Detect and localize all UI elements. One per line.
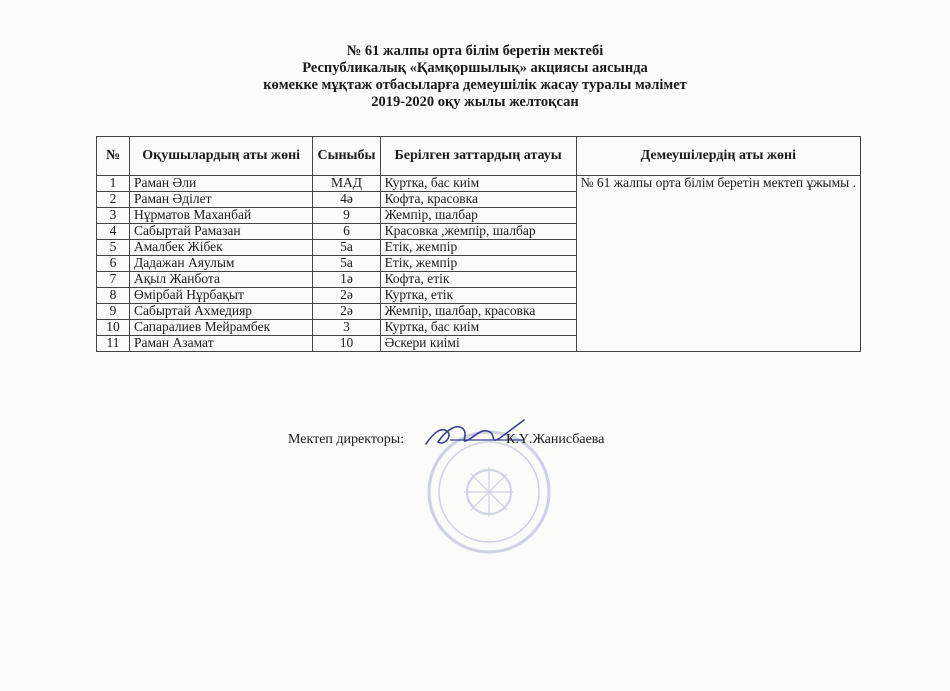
row-number: 3 <box>97 208 130 224</box>
column-header-student-name: Оқушылардың аты жөні <box>129 137 312 176</box>
given-items: Кофта, етік <box>380 272 576 288</box>
title-line-school: № 61 жалпы орта білім беретін мектебі <box>346 43 604 59</box>
table-row <box>97 176 861 192</box>
student-class: МАД <box>313 176 380 192</box>
student-class: 3 <box>313 320 380 336</box>
row-number: 2 <box>97 192 130 208</box>
student-class: 1ә <box>313 272 380 288</box>
given-items: Кофта, красовка <box>380 192 576 208</box>
student-class: 2ә <box>313 304 380 320</box>
student-class: 5а <box>313 256 380 272</box>
signature-line <box>288 432 605 448</box>
student-name: Раман Әділет <box>129 192 312 208</box>
given-items: Куртка, бас киім <box>380 320 576 336</box>
given-items: Жемпір, шалбар, красовка <box>380 304 576 320</box>
student-class: 5а <box>313 240 380 256</box>
sponsor-cell: № 61 жалпы орта білім беретін мектеп ұжымы . <box>576 176 860 352</box>
student-class: 9 <box>313 208 380 224</box>
director-name: К.Ү.Жанисбаева <box>506 432 605 447</box>
table-header-row <box>97 137 861 176</box>
student-name: Өмірбай Нұрбақыт <box>129 288 312 304</box>
student-name: Сапаралиев Мейрамбек <box>129 320 312 336</box>
student-name: Сабыртай Рамазан <box>129 224 312 240</box>
student-name: Ақыл Жанбота <box>129 272 312 288</box>
given-items: Куртка, етік <box>380 288 576 304</box>
column-header-sponsor: Демеушілердің аты жөні <box>576 137 860 176</box>
student-name: Дадажан Аяулым <box>129 256 312 272</box>
student-name: Сабыртай Ахмедияр <box>129 304 312 320</box>
row-number: 10 <box>97 320 130 336</box>
row-number: 1 <box>97 176 130 192</box>
student-name: Раман Азамат <box>129 336 312 352</box>
student-class: 2ә <box>313 288 380 304</box>
student-class: 10 <box>313 336 380 352</box>
given-items: Етік, жемпір <box>380 256 576 272</box>
given-items: Етік, жемпір <box>380 240 576 256</box>
student-class: 4ә <box>313 192 380 208</box>
row-number: 6 <box>97 256 130 272</box>
row-number: 11 <box>97 336 130 352</box>
document-title <box>0 43 950 111</box>
row-number: 7 <box>97 272 130 288</box>
column-header-class: Сыныбы <box>313 137 380 176</box>
sponsorship-table <box>96 136 861 352</box>
given-items: Куртка, бас киім <box>380 176 576 192</box>
director-label: Мектеп директоры: <box>288 432 405 447</box>
row-number: 8 <box>97 288 130 304</box>
student-name: Амалбек Жібек <box>129 240 312 256</box>
student-name: Нұрматов Маханбай <box>129 208 312 224</box>
title-line-period: 2019-2020 оқу жылы желтоқсан <box>371 94 579 110</box>
column-header-items: Берілген заттардың атауы <box>380 137 576 176</box>
given-items: Красовка ,жемпір, шалбар <box>380 224 576 240</box>
row-number: 5 <box>97 240 130 256</box>
student-class: 6 <box>313 224 380 240</box>
title-line-subject: көмекке мұқтаж отбасыларға демеушілік жасау туралы мәлімет <box>263 77 687 93</box>
row-number: 9 <box>97 304 130 320</box>
row-number: 4 <box>97 224 130 240</box>
title-line-campaign: Республикалық «Қамқоршылық» акциясы аясында <box>302 60 648 76</box>
column-header-number: № <box>97 137 130 176</box>
given-items: Жемпір, шалбар <box>380 208 576 224</box>
student-name: Раман Әли <box>129 176 312 192</box>
given-items: Әскери киімі <box>380 336 576 352</box>
